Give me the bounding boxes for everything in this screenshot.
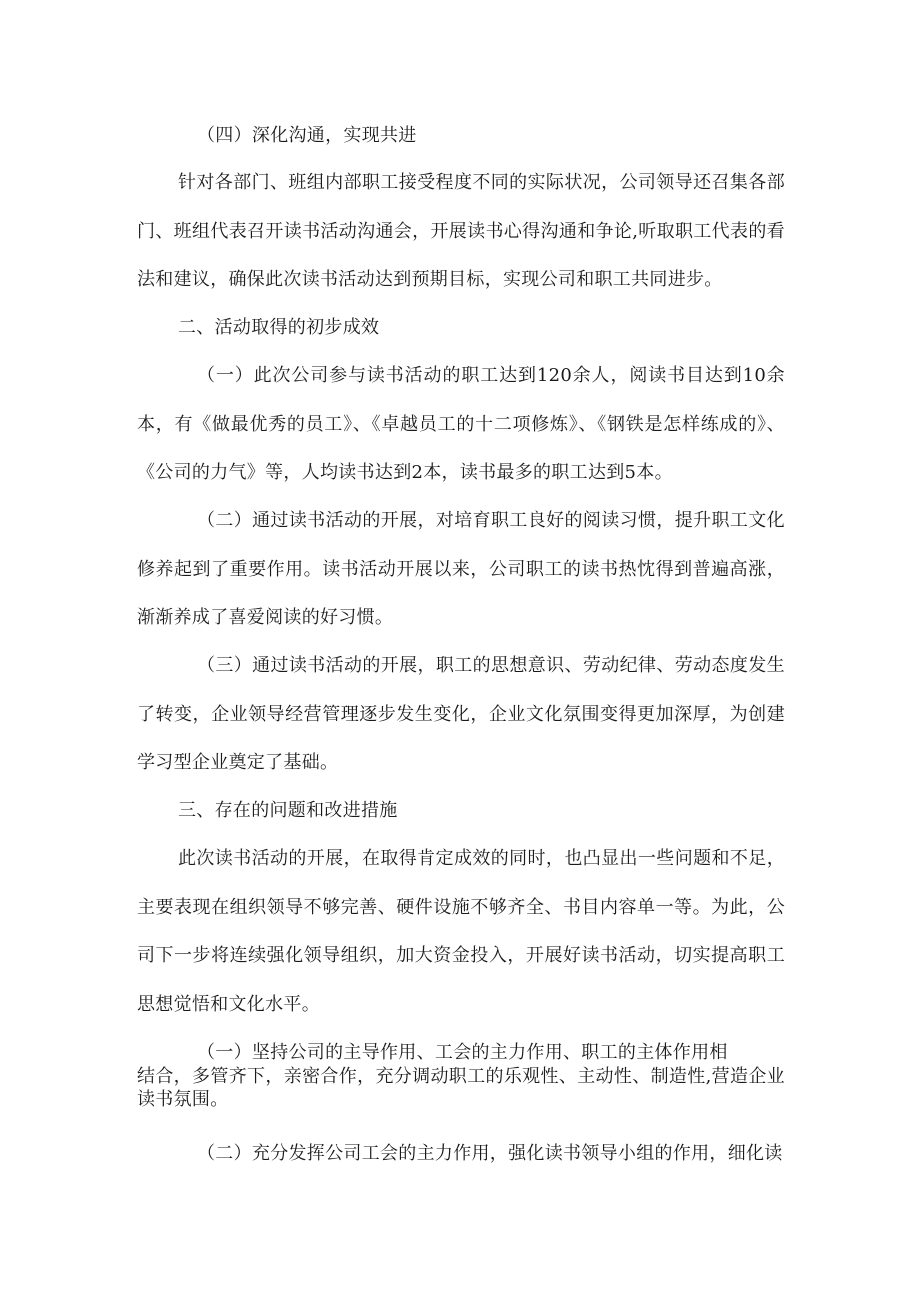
section-heading-deepen-communication: （四）深化沟通，实现共进 (197, 125, 417, 146)
section-heading-problems-improvements: 三、存在的问题和改进措施 (178, 800, 398, 821)
paragraph-measure-one-continuation: 结合，多管齐下，亲密合作，充分调动职工的乐观性、主动性、制造性,营造企业读书氛围。 (137, 1066, 785, 1110)
paragraph-participation-stats: （一）此次公司参与读书活动的职工达到120余人，阅读书目达到10余本，有《做最优秀的员工》、《卓越员工的十二项修炼》、《钢铁是怎样练成的》、《公司的力气》等，人均读书达到2本，读书最多的职工达到5本。 (137, 365, 785, 483)
paragraph-reading-habits: （二）通过读书活动的开展，对培育职工良好的阅读习惯，提升职工文化修养起到了重要作用。读书活动开展以来，公司职工的读书热忱得到普遍高涨，渐渐养成了喜爱阅读的好习惯。 (137, 510, 785, 628)
paragraph-measure-two: （二）充分发挥公司工会的主力作用，强化读书领导小组的作用，细化读 (197, 1143, 783, 1164)
paragraph-communication-meeting: 针对各部门、班组内部职工接受程度不同的实际状况，公司领导还召集各部门、班组代表召开读书活动沟通会，开展读书心得沟通和争论,听取职工代表的看法和建议，确保此次读书活动达到预期目标，实现公司和职工共同进步。 (137, 172, 785, 290)
paragraph-problems-description: 此次读书活动的开展，在取得肯定成效的同时，也凸显出一些问题和不足，主要表现在组织领导不够完善、硬件设施不够齐全、书目内容单一等。为此，公司下一步将连续强化领导组织，加大资金投入，开展好读书活动，切实提高职工思想觉悟和文化水平。 (137, 848, 785, 1015)
section-heading-initial-results: 二、活动取得的初步成效 (178, 317, 380, 338)
paragraph-measure-one-line1: （一）坚持公司的主导作用、工会的主力作用、职工的主体作用相 (197, 1042, 728, 1063)
paragraph-attitude-change: （三）通过读书活动的开展，职工的思想意识、劳动纪律、劳动态度发生了转变，企业领导经营管理逐步发生变化，企业文化氛围变得更加深厚，为创建学习型企业奠定了基础。 (137, 655, 785, 773)
